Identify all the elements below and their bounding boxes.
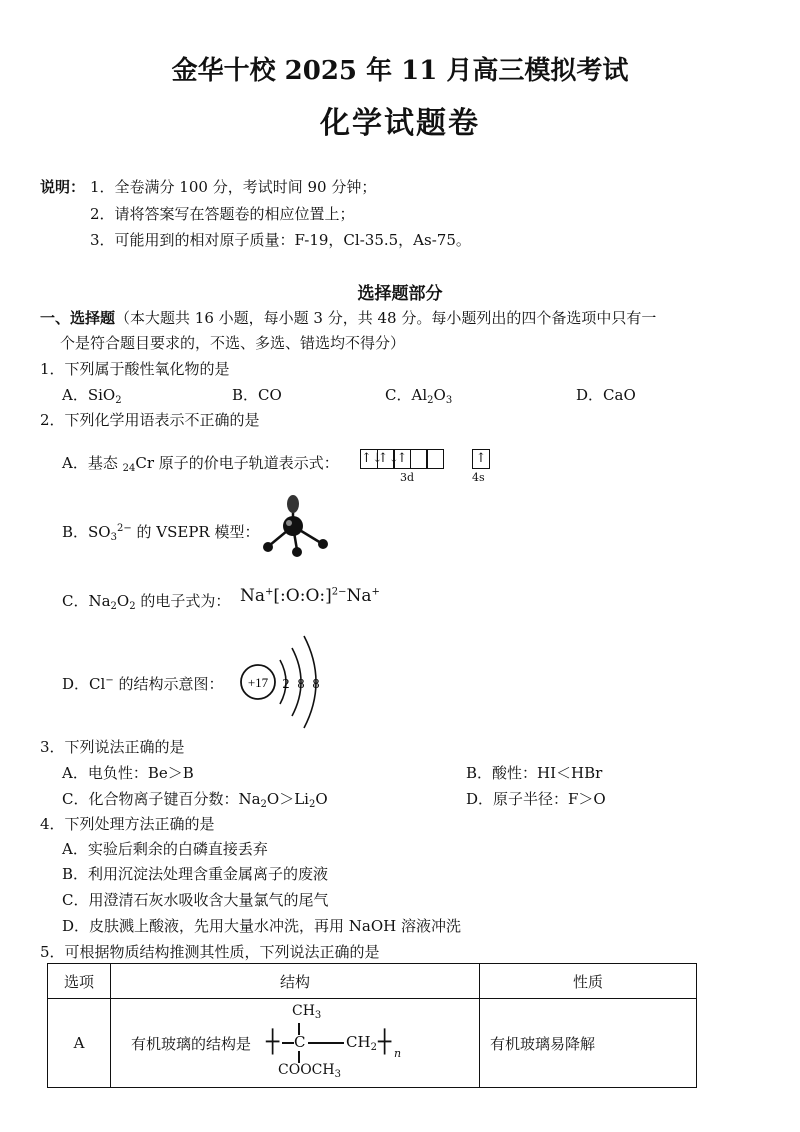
orbital-box: ↑	[472, 449, 490, 469]
notes-label: 说明：	[40, 178, 86, 196]
q3-option-c: C．化合物离子键百分数：$Na_2O>Li_2O$	[62, 790, 328, 810]
q3-stem: 3．下列说法正确的是	[40, 738, 185, 756]
q4-option: D．皮肤溅上酸液，先用大量水冲洗，再用 NaOH 溶液冲洗	[62, 917, 462, 935]
q1-stem: 1．下列属于酸性氧化物的是	[40, 360, 230, 378]
paper-subtitle: 化学试题卷	[320, 106, 480, 141]
note-item: 2．请将答案写在答题卷的相应位置上；	[90, 205, 355, 223]
nucleus-charge: +17	[247, 675, 269, 690]
option-cell: A	[48, 999, 111, 1088]
na2o2-electron-formula: Na+[:O:O:]$^{2-}$Na+	[240, 586, 380, 606]
orbital-diagram-3d	[360, 448, 443, 469]
q2-option-c: C．$Na_2O_2$ 的电子式为：	[62, 592, 231, 612]
q2-option-a: A．基态 $_{24}$Cr 原子的价电子轨道表示式：	[62, 454, 339, 474]
orbital-box: ↑	[393, 449, 411, 469]
column-header: 性质	[480, 964, 697, 999]
property-cell: 有机玻璃易降解	[480, 999, 697, 1088]
q2-option-d: D．Cl− 的结构示意图：	[62, 675, 224, 693]
q4-stem: 4．下列处理方法正确的是	[40, 815, 215, 833]
q1-option-a: A．SiO$_2$	[62, 386, 122, 406]
q4-option: B．利用沉淀法处理含重金属离子的废液	[62, 865, 329, 883]
q1-option-d: D．CaO	[576, 386, 636, 404]
note-item: 1．全卷满分 100 分，考试时间 90 分钟；	[90, 178, 377, 196]
q1-option-c: C．$Al_2O_3$	[385, 386, 453, 406]
orbital-label-3d: 3d	[400, 471, 415, 484]
q4-option: A．实验后剩余的白磷直接丢弃	[62, 840, 268, 858]
column-header: 结构	[111, 964, 480, 999]
shell-electrons: 8	[297, 677, 305, 692]
q5-stem: 5．可根据物质结构推测其性质，下列说法正确的是	[40, 943, 380, 961]
q2-stem: 2．下列化学用语表示不正确的是	[40, 411, 260, 429]
q2-option-b: B．$SO_3^{2-}$ 的 VSEPR 模型：	[62, 523, 260, 543]
orbital-box	[410, 449, 428, 469]
orbital-diagram-4s	[472, 448, 489, 469]
note-item: 3．可能用到的相对原子质量：F-19，Cl-35.5，As-75。	[90, 231, 471, 249]
exam-title: 金华十校 2025 年 11 月高三模拟考试	[171, 56, 629, 86]
orbital-label-4s: 4s	[472, 471, 485, 484]
shell-electrons: 8	[312, 677, 320, 692]
structure-text: 有机玻璃的结构是	[131, 1035, 252, 1053]
column-header: 选项	[48, 964, 111, 999]
orbital-box	[426, 449, 444, 469]
q3-option-b: B．酸性：HI＜HBr	[466, 764, 603, 782]
shell-electrons: 2	[282, 677, 290, 692]
part-description-cont: 个是符合题目要求的，不选、多选、错选均不得分）	[60, 334, 406, 352]
table-header-row	[48, 964, 697, 999]
q1-option-b: B．CO	[232, 386, 282, 404]
table-row	[48, 999, 697, 1088]
q3-option-a: A．电负性：Be＞B	[62, 764, 194, 782]
part-description: （本大题共 16 小题，每小题 3 分，共 48 分。每小题列出的四个备选项中只有一	[115, 309, 657, 327]
pmma-structure-formula: $CH_3$ ┼ C $CH_2$ ┼ n $COOCH_3$	[266, 1003, 402, 1080]
part-label: 一、选择题	[40, 309, 116, 327]
q4-option: C．用澄清石灰水吸收含大量氯气的尾气	[62, 891, 329, 909]
section-title: 选择题部分	[357, 284, 443, 304]
cl-ion-structure-diagram	[230, 630, 340, 730]
q3-option-d: D．原子半径：F＞O	[466, 790, 606, 808]
q5-table	[47, 963, 697, 1088]
structure-cell	[111, 999, 480, 1088]
vsepr-model-icon	[255, 492, 335, 562]
orbital-box: ↑↓	[377, 449, 395, 469]
orbital-box: ↑↓	[360, 449, 378, 469]
